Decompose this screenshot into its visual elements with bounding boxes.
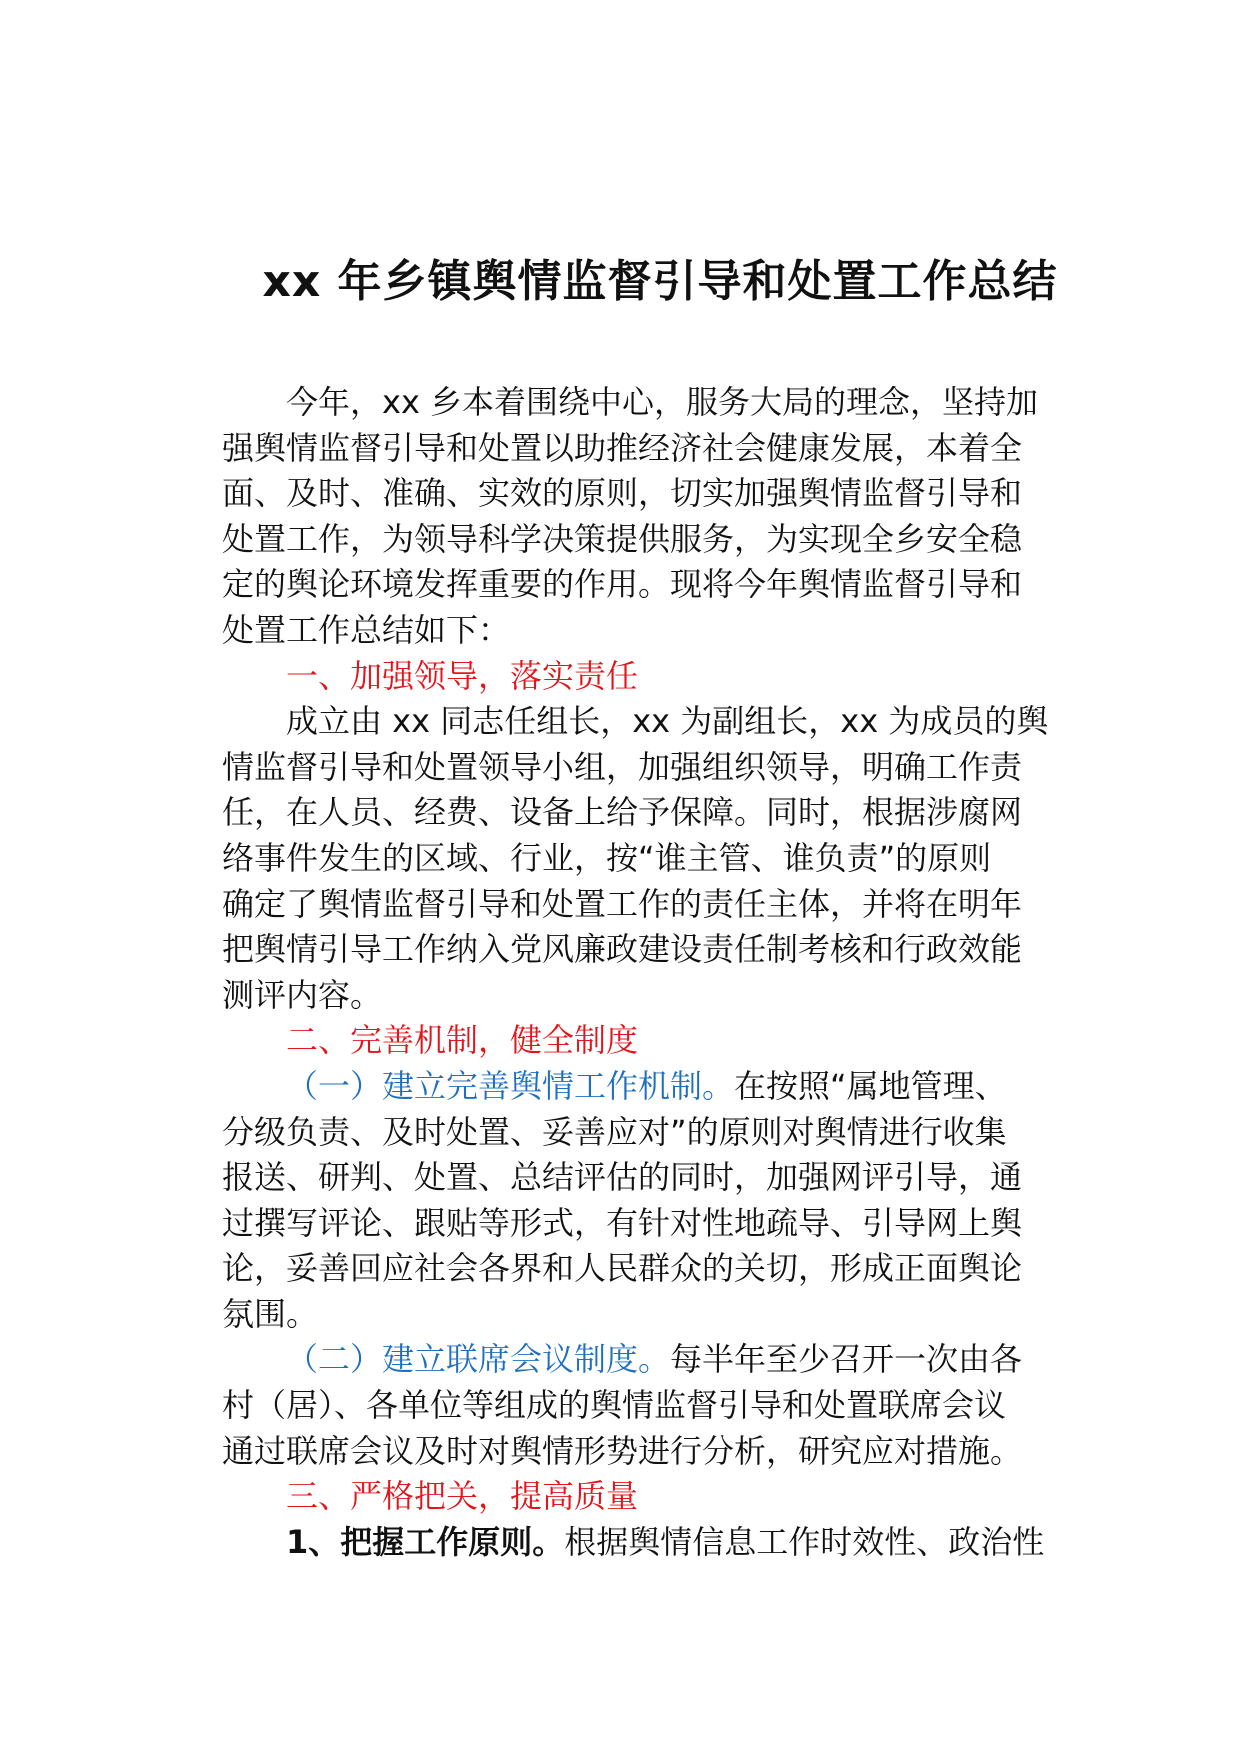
- section1-line: 任，在人员、经费、设备上给予保障。同时，根据涉腐网: [222, 793, 1023, 832]
- subsection-3-1-first-line: [222, 1520, 1092, 1566]
- intro-line: 定的舆论环境发挥重要的作用。现将今年舆情监督引导和: [222, 565, 1023, 604]
- section-heading-1: 一、加强领导，落实责任: [286, 656, 639, 695]
- intro-line: 处置工作总结如下：: [222, 610, 511, 649]
- subsection-2-1-line: 过撰写评论、跟贴等形式，有针对性地疏导、引导网上舆: [222, 1203, 1023, 1242]
- subsection-heading-2-2: （二）建立联席会议制度。: [286, 1340, 671, 1379]
- intro-line: 今年，xx 乡本着围绕中心，服务大局的理念，坚持加: [286, 383, 1039, 421]
- subsection-2-1-line: 氛围。: [222, 1294, 319, 1333]
- section1-line: 把舆情引导工作纳入党风廉政建设责任制考核和行政效能: [222, 930, 1023, 969]
- document-body: [222, 380, 1092, 1565]
- section1-line: 成立由 xx 同志任组长，xx 为副组长，xx 为成员的舆: [286, 702, 1049, 741]
- subsection-2-2-line: 村（居）、各单位等组成的舆情监督引导和处置联席会议: [222, 1386, 1007, 1425]
- section1-line: 测评内容。: [222, 975, 383, 1014]
- subsection-2-2-text: 每半年至少召开一次由各: [670, 1340, 1023, 1379]
- subsection-2-1-text: 在按照“属地管理、: [734, 1066, 1007, 1105]
- subsection-2-1-line: 分级负责、及时处置、妥善应对”的原则对舆情进行收集: [222, 1112, 1007, 1151]
- intro-line: 处置工作，为领导科学决策提供服务，为实现全乡安全稳: [222, 519, 1023, 558]
- section-heading-2: 二、完善机制，健全制度: [286, 1021, 639, 1060]
- subsection-heading-2-1: （一）建立完善舆情工作机制。: [286, 1066, 735, 1105]
- section1-line: 情监督引导和处置领导小组，加强组织领导，明确工作责: [222, 747, 1023, 786]
- section-heading-3: 三、严格把关，提高质量: [286, 1477, 639, 1516]
- subsection-2-1-line: 报送、研判、处置、总结评估的同时，加强网评引导，通: [222, 1158, 1023, 1197]
- subsection-2-2-line: 通过联席会议及时对舆情形势进行分析，研究应对措施。: [222, 1431, 1023, 1470]
- document-title: xx 年乡镇舆情监督引导和处置工作总结: [262, 256, 1058, 307]
- section1-line: 确定了舆情监督引导和处置工作的责任主体，并将在明年: [222, 884, 1023, 923]
- subsection-2-1-first-line: [222, 1064, 1092, 1110]
- intro-line: 面、及时、准确、实效的原则，切实加强舆情监督引导和: [222, 474, 1023, 513]
- section1-line: 络事件发生的区域、行业，按“谁主管、谁负责”的原则: [222, 838, 992, 877]
- subsection-heading-3-1: 1、把握工作原则。: [286, 1522, 565, 1561]
- intro-line: 强舆情监督引导和处置以助推经济社会健康发展，本着全: [222, 428, 1023, 467]
- subsection-2-1-line: 论，妥善回应社会各界和人民群众的关切，形成正面舆论: [222, 1249, 1023, 1288]
- subsection-2-2-first-line: [222, 1337, 1092, 1383]
- subsection-3-1-text: 根据舆情信息工作时效性、政治性: [564, 1522, 1045, 1561]
